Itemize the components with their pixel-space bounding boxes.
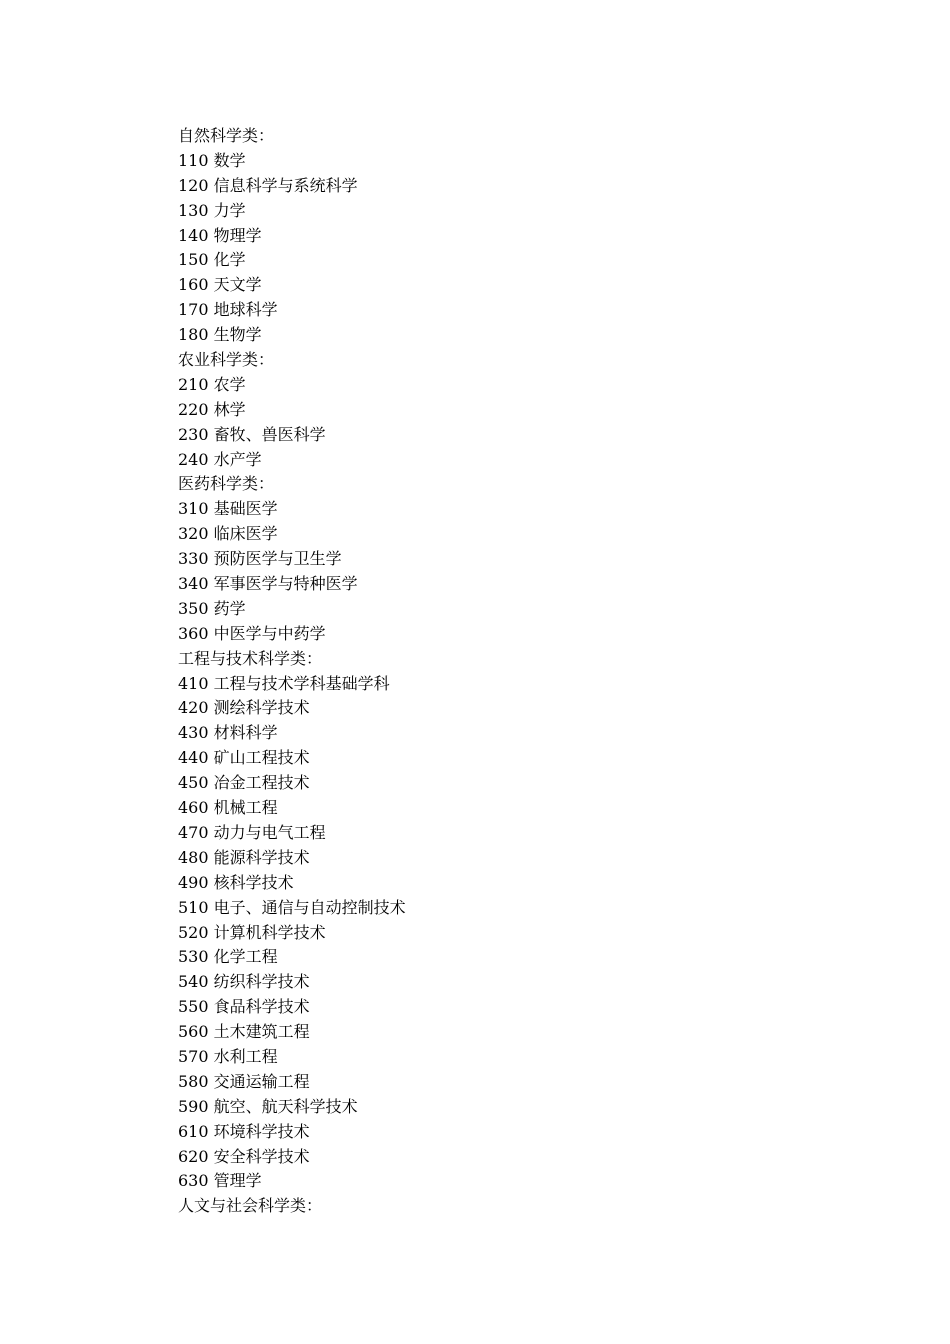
category-heading: 农业科学类： (178, 350, 275, 370)
subject-item: 540 纺织科学技术 (178, 972, 310, 992)
subject-item: 180 生物学 (178, 325, 262, 345)
category-heading: 自然科学类： (178, 126, 275, 145)
subject-item: 340 军事医学与特种医学 (178, 574, 358, 594)
subject-item: 550 食品科学技术 (178, 997, 310, 1017)
category-heading: 医药科学类： (178, 474, 275, 494)
subject-item: 620 安全科学技术 (178, 1146, 310, 1166)
subject-item: 510 电子、通信与自动控制技术 (178, 897, 406, 917)
subject-item: 120 信息科学与系统科学 (178, 175, 358, 195)
category-heading: 人文与社会科学类： (178, 1196, 323, 1216)
subject-item: 480 能源科学技术 (178, 847, 310, 867)
subject-item: 350 药学 (178, 598, 246, 618)
category-heading: 工程与技术科学类： (178, 648, 323, 668)
subject-item: 530 化学工程 (178, 947, 278, 967)
subject-item: 570 水利工程 (178, 1046, 278, 1066)
subject-item: 240 水产学 (178, 449, 262, 469)
subject-item: 560 土木建筑工程 (178, 1022, 310, 1042)
subject-item: 320 临床医学 (178, 524, 278, 544)
subject-item: 150 化学 (178, 250, 246, 270)
subject-item: 110 数学 (178, 150, 246, 170)
subject-item: 460 机械工程 (178, 798, 278, 818)
subject-item: 310 基础医学 (178, 499, 278, 519)
subject-item: 170 地球科学 (178, 300, 278, 320)
subject-item: 580 交通运输工程 (178, 1071, 310, 1091)
subject-item: 440 矿山工程技术 (178, 748, 310, 768)
subject-item: 450 冶金工程技术 (178, 773, 310, 793)
document-body (178, 124, 878, 1219)
subject-item: 410 工程与技术学科基础学科 (178, 673, 390, 693)
subject-item: 590 航空、航天科学技术 (178, 1096, 358, 1116)
subject-item: 430 材料科学 (178, 723, 278, 743)
subject-item: 610 环境科学技术 (178, 1121, 310, 1141)
subject-item: 230 畜牧、兽医科学 (178, 424, 326, 444)
subject-item: 470 动力与电气工程 (178, 822, 326, 842)
subject-item: 160 天文学 (178, 275, 262, 295)
subject-item: 220 林学 (178, 399, 246, 419)
subject-item: 330 预防医学与卫生学 (178, 549, 342, 569)
subject-item: 140 物理学 (178, 225, 262, 245)
subject-item: 490 核科学技术 (178, 872, 294, 892)
subject-item: 130 力学 (178, 200, 246, 220)
subject-item: 630 管理学 (178, 1171, 262, 1191)
subject-item: 360 中医学与中药学 (178, 623, 326, 643)
subject-item: 210 农学 (178, 374, 246, 394)
subject-item: 520 计算机科学技术 (178, 922, 326, 942)
subject-item: 420 测绘科学技术 (178, 698, 310, 718)
